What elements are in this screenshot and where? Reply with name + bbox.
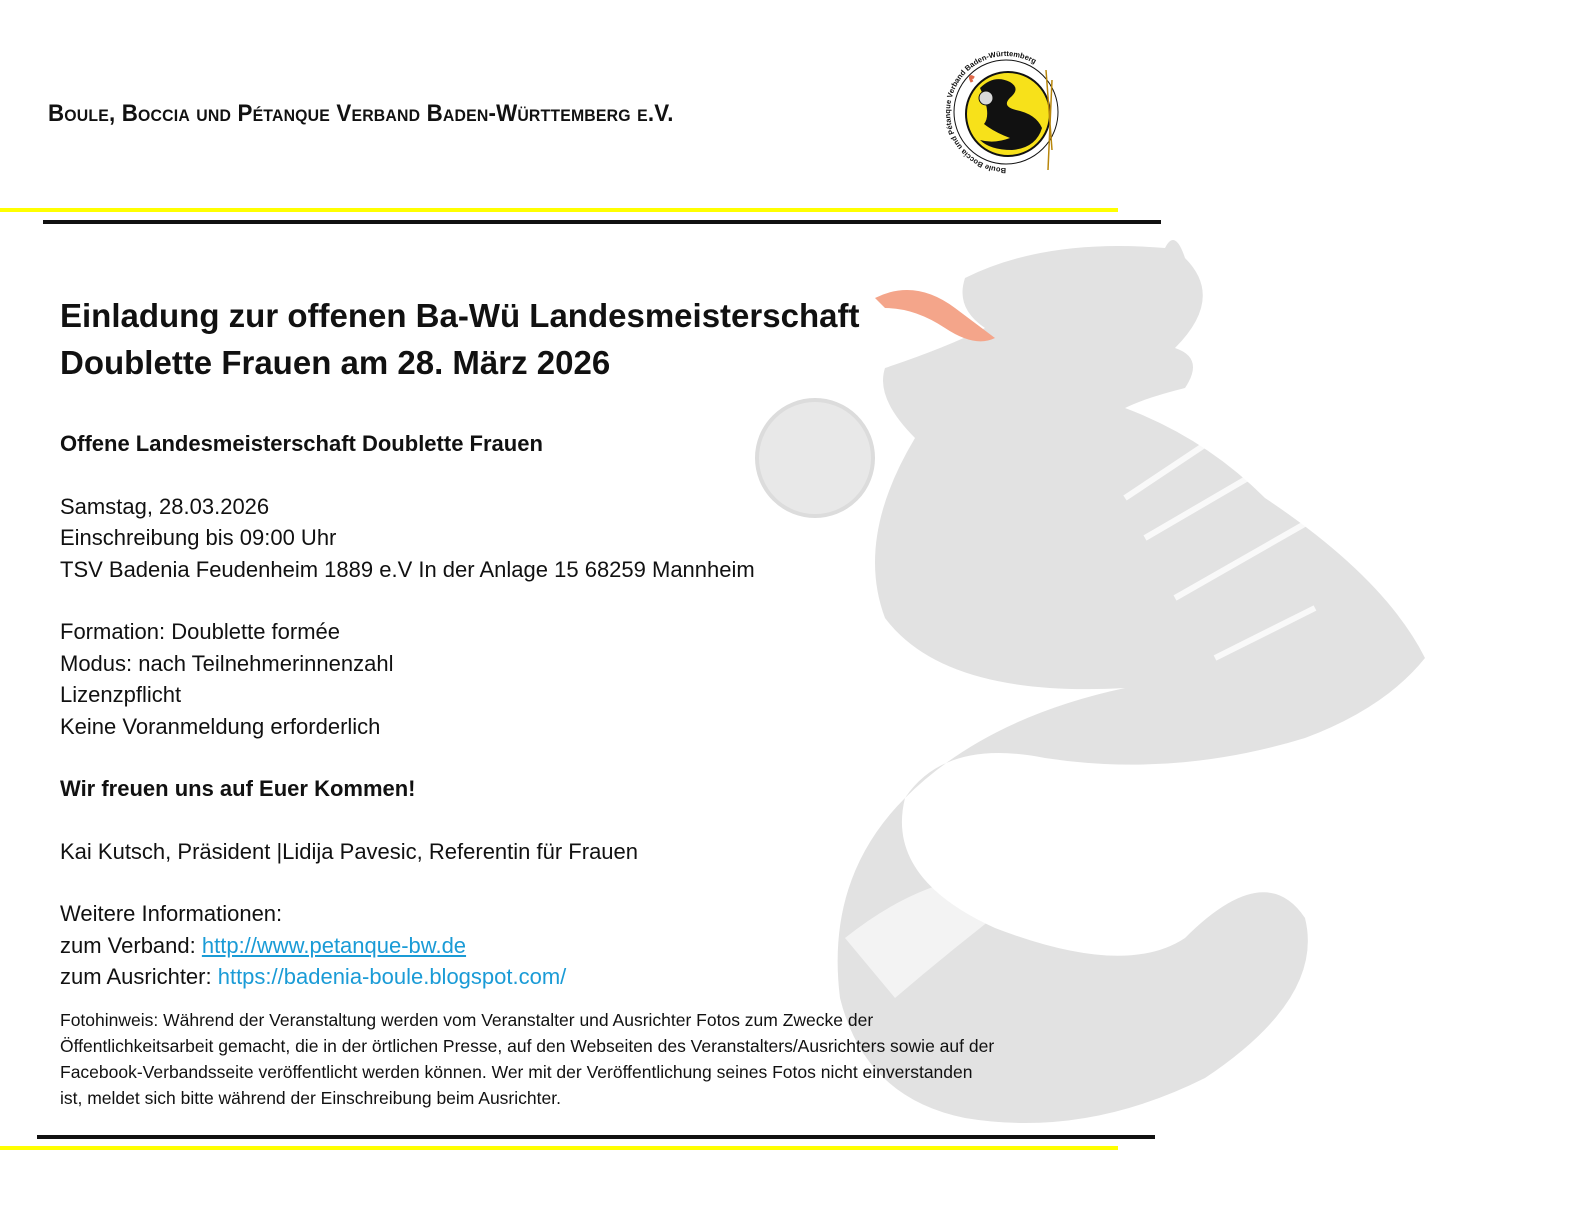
verband-line [60, 930, 1140, 962]
formation: Formation: Doublette formée [60, 619, 341, 644]
bottom-yellow-rule [0, 1146, 1118, 1150]
association-logo [940, 40, 1072, 188]
mode: Modus: nach Teilnehmerinnenzahl [60, 650, 394, 676]
invitation-body [60, 292, 1140, 1111]
top-yellow-rule [0, 208, 1118, 212]
verband-label: zum Verband: [60, 932, 202, 958]
no-preregistration: Keine Voranmeldung erforderlich [60, 713, 381, 739]
photo-notice [60, 1007, 1140, 1111]
headline-line-1: Einladung zur offenen Ba-Wü Landesmeisterschaft [60, 297, 860, 334]
headline-line-2: Doublette Frauen am 28. März 2026 [60, 344, 611, 381]
license-requirement: Lizenzpflicht [60, 682, 182, 707]
logo-ring-text: Boule Boccia und Pétanque Verband Baden-Württemberg [943, 48, 1039, 176]
header-title: Boule, Boccia und Pétanque Verband Baden-Württemberg e.V. [48, 100, 674, 127]
ausrichter-line [60, 961, 1140, 993]
photo-note-line-2: Öffentlichkeitsarbeit gemacht, die in der örtlichen Presse, auf den Webseiten des Veranstalters/Ausrichters sowie auf der [60, 1035, 995, 1056]
verband-link[interactable]: http://www.petanque-bw.de [201, 932, 467, 958]
photo-note-line-4: ist, meldet sich bitte während der Einschreibung beim Ausrichter. [60, 1087, 561, 1108]
top-black-rule [43, 220, 1161, 224]
signature: Kai Kutsch, Präsident |Lidija Pavesic, Referentin für Frauen [60, 838, 639, 864]
welcome-message: Wir freuen uns auf Euer Kommen! [60, 776, 416, 801]
bottom-black-rule [37, 1135, 1155, 1139]
headline [60, 292, 1140, 386]
photo-note-line-1: Fotohinweis: Während der Veranstaltung werden vom Veranstalter und Ausrichter Fotos zum Zwecke der [60, 1009, 874, 1030]
ausrichter-link[interactable]: https://badenia-boule.blogspot.com/ [217, 964, 567, 989]
subheading: Offene Landesmeisterschaft Doublette Frauen [60, 431, 543, 456]
more-info-heading: Weitere Informationen: [60, 901, 283, 926]
venue: TSV Badenia Feudenheim 1889 e.V In der Anlage 15 68259 Mannheim [60, 556, 755, 582]
photo-note-line-3: Facebook-Verbandsseite veröffentlicht werden können. Wer mit der Veröffentlichung seines Fotos nicht einverstanden [60, 1061, 973, 1082]
event-date: Samstag, 28.03.2026 [60, 493, 270, 519]
ausrichter-label: zum Ausrichter: [60, 964, 218, 989]
registration-time: Einschreibung bis 09:00 Uhr [60, 525, 337, 550]
